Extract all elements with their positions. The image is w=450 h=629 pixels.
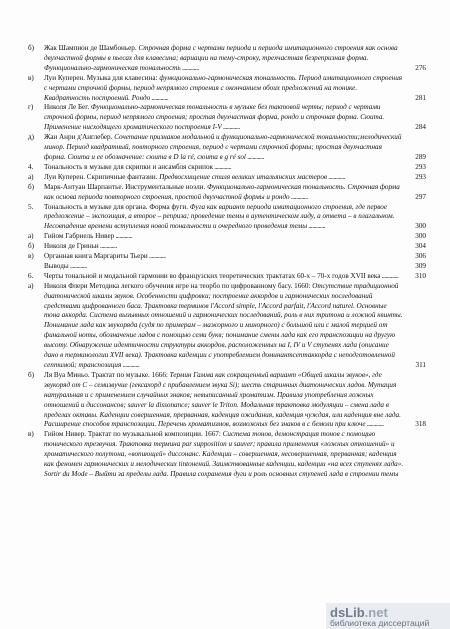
toc-entry-description: Отсутствие традиционной диатонической шкалы звуков. Особенности цифровки; построение аккордов и гармонических последований средствами цифрованного баса. Трактовка терминов l'Accord simple, l'Accord parfait, l'Accord naturel. Основные тона аккорда. Система вызывных отношений и гармонических последований, роль в них тритона и ложной квинты. Понимание лада как звукоряда (судя по примерам – мажорного и минорного) с большой или с малой терцией от финальной ноты, обозначение ладов с помощью семи букв; понимание смены лада как его транспозиции на другую высоту. Обнаружение идентичности структуры аккордов, расположенных на I, IV и V ступенях лада (описание дано в терминологии XVII века). Трактовка каденции с употреблением доминантсептаккорда с неподготовленной септимой; транспозиция	[44, 281, 403, 369]
site-watermark[interactable]	[326, 603, 450, 629]
toc-entry	[28, 103, 426, 133]
toc-entry	[28, 232, 426, 242]
toc-entry	[28, 44, 426, 74]
toc-page-number: 311	[415, 361, 426, 369]
toc-page-number: 309	[415, 261, 426, 270]
toc-page-number: 284	[415, 123, 426, 132]
dot-leader: .............	[68, 261, 87, 270]
toc-entry-description: Система тонов, демонстрация тонов с помощью тонического трезвучия. Трактовка термина par supposition и sauver; правила применения «ложных отношений» и хроматического полутона, «вопиющей» диссонанс. Каденции – совершенная, несовершенная, прерванная; каденция как феномен гармонических и мелодических tintонений. Заимствованные каденции, каденции «на всех ступенях лада». Sortir du Mode – Выйти за пределы лада. Правила сохранения дуги и роль основных ступеней лада в строении темы	[44, 430, 404, 478]
toc-entry-number: г)	[28, 103, 34, 112]
toc-entry-description: Термин Гамма как сокращенный вариант «Общей шкалы звуков», где звукоряд от С – семизвучие (гексахорд с прибавлением звука Si); шесть старинных диатонических ладов. Мутация натуральная и с применением случайных знаков; невыписанный хроматизм. Правила употребления ложных отношений и диссонансов; sauver la dissonance; sauver le Triton. Модальная трактовка модуляции – смена лада в пределах октавы. Каденции совершенная, прерванная, каденция ожидания, каденция чуждая, или каденция вне лада. Расширение способов транспозиции. Перечень хроматизмов, возможных без знаков в с бемоли при ключе	[44, 370, 401, 429]
toc-page-number: 300	[415, 232, 426, 241]
dot-leader: .............	[327, 172, 346, 181]
toc-entry	[28, 262, 426, 272]
toc-page-number: 293	[415, 172, 426, 181]
toc-page-number: 318	[415, 420, 426, 429]
toc-entry	[28, 133, 426, 163]
toc-entry-title: Луи Куперен. Музыка для клавесина:	[44, 73, 160, 82]
toc-entry-description: Предвосхищение стиля великих итальянских мастеров	[159, 172, 328, 181]
toc-entry-title: Тональность в музыке для органа. Форма фуги.	[44, 202, 190, 211]
toc-entry-number: д)	[28, 133, 35, 142]
dot-leader: .............	[245, 152, 264, 161]
toc-entry-number: б)	[28, 182, 35, 191]
toc-entry-title: Марк-Антуан Шарпантье. Инструментальные ноэли.	[44, 182, 208, 191]
toc-entry-number: в)	[28, 73, 34, 82]
toc-page-number: 310	[415, 271, 426, 280]
toc-page-number: 304	[415, 242, 426, 251]
toc-entry-title: Николя Ле Бег.	[44, 103, 91, 112]
toc-page-number: 293	[415, 162, 426, 171]
toc-entry	[28, 74, 426, 104]
toc-entry-title: Черты тональной и модальной гармонии во французских теоретических трактатах 60-х – 70-х годов XVII века	[44, 271, 381, 280]
toc-entry	[28, 272, 426, 282]
toc-entry	[28, 371, 426, 430]
site-tagline: библиотека диссертаций	[330, 618, 430, 628]
dot-leader: .............	[380, 271, 399, 280]
toc-entry-number: 6.	[28, 271, 34, 280]
dot-leader: .............	[307, 222, 326, 231]
toc-entry	[28, 282, 426, 371]
toc-entry-description: Функционально-гармоническая тональность в музыке без тактовой черты; период с чертами строчной формы, период непрямого строения; простая двухчастная форма, рондо и строчная форма. Сюита. Применение нисходящего хроматического построения I-V	[44, 103, 385, 132]
dot-leader: .............	[365, 420, 384, 429]
toc-entry-title: Луи Куперен. Скрипичные фантазии.	[44, 172, 160, 181]
toc-page-number: 306	[415, 252, 426, 261]
toc-entry-title: Гийом Нивер. Трактат по музыкальной композиции. 1667:	[44, 430, 223, 439]
toc-entry-number: а)	[28, 172, 34, 181]
toc-entry-title: Николя де Гриньи	[44, 242, 99, 251]
dot-leader: .............	[147, 252, 166, 261]
table-of-contents	[28, 44, 426, 480]
dot-leader: .............	[213, 162, 231, 171]
toc-entry-title: Ля Вуа Миньо. Трактат по музыке. 1666:	[44, 370, 170, 379]
toc-entry-title: Гийом Габриель Нивер	[44, 232, 115, 241]
toc-entry	[28, 430, 426, 480]
dot-leader: .............	[150, 93, 169, 102]
toc-page-number: 281	[415, 93, 426, 102]
toc-entry-number: а)	[28, 281, 34, 290]
toc-entry-title: Жак Шампион де Шамбоньер.	[44, 44, 139, 52]
toc-entry	[28, 252, 426, 262]
toc-entry-number: 5.	[28, 202, 34, 211]
toc-entry-title: Николя Флери Методика легкого обучения игре на теорбо по цифрованному басу. 1660:	[44, 281, 313, 290]
toc-entry-number: а)	[28, 232, 34, 241]
toc-page-number: 297	[415, 192, 426, 201]
toc-entry-number: б)	[28, 44, 35, 52]
toc-entry-number: 4.	[28, 162, 34, 171]
dot-leader: .............	[180, 63, 199, 72]
dot-leader: .............	[289, 192, 308, 201]
toc-entry	[28, 183, 426, 203]
toc-entry-description: Фуга как вариант периода имитационного строения, где первое предложение – экспозиция, а второе – реприза; проведение темы в аутентическом ладу, а ответа – в плагальном. Несовпадение времени вступления новой тональности и очередного проведения темы	[44, 202, 395, 231]
toc-entry-title: Тональность в музыке для скрипки и ансамбля скрипок	[44, 162, 213, 171]
toc-entry-number: б)	[28, 242, 35, 251]
toc-entry-title: Органная книга Маргариты Тьери	[44, 252, 148, 261]
toc-entry	[28, 163, 426, 173]
toc-entry-number: в)	[28, 252, 34, 261]
toc-entry	[28, 173, 426, 183]
toc-page-number: 300	[415, 222, 426, 231]
toc-entry	[28, 203, 426, 233]
toc-page-number: 276	[415, 63, 426, 72]
toc-entry	[28, 242, 426, 252]
site-logo: dsLib.net	[330, 605, 388, 620]
dot-leader: .............	[121, 361, 140, 369]
dot-leader: .............	[98, 242, 117, 251]
toc-entry-title: Жан Анри д'Англебер.	[44, 133, 115, 142]
dot-leader: .............	[114, 232, 133, 241]
toc-entry-description: Функционально-гармоническая тональность. Строчная форма как основа периода повторного строения, простой двухчастной формы и рондо	[44, 182, 400, 201]
toc-entry-number: в)	[28, 430, 34, 439]
toc-entry-title: Выводы	[44, 261, 69, 270]
toc-entry-description: функционально-гармоническая тональность. Период имитационного строения с чертами строчной формы, период непрямого строения с окончанием обоих предложений на тонике. Квадратность построений. Рондо	[44, 73, 403, 102]
dot-leader: .............	[221, 123, 240, 132]
toc-page-number: 289	[415, 152, 426, 161]
toc-entry-description: Сочетание признаков модальной и функционально-гармонической тональности;мелодический минор. Период квадратный, повторного строения, период с чертами строчной формы; простая двухчастная форма. Сюита и ее обозначение: сюита в D la ré, сюита в g ré sol	[44, 133, 402, 161]
toc-entry-description: Строчная форма с чертами периода и периода имитационного строения как основа двухчастной формы в пьесах для клавесина; вариации на тему-строку, трехчастная безрепризная форма. Функционально-гармоническая тональность	[44, 44, 398, 72]
toc-entry-number: б)	[28, 370, 35, 379]
